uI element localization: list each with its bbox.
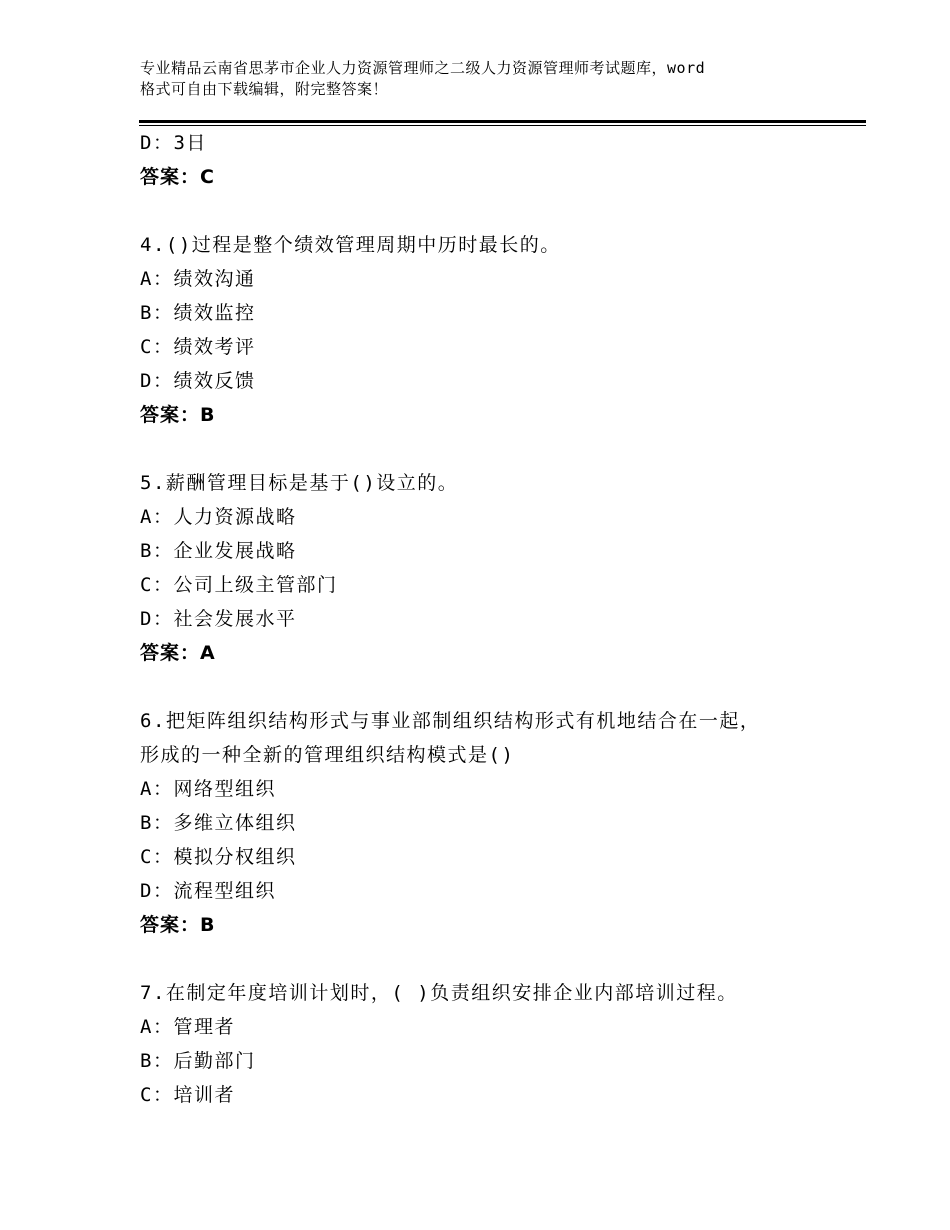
question-spacer (140, 942, 840, 976)
question-list (140, 126, 840, 1112)
question-block-6 (140, 704, 840, 942)
answer-line: 答案：A (140, 642, 216, 664)
answer-line: 答案：B (140, 914, 216, 936)
option-d: D：绩效反馈 (140, 370, 256, 392)
option-b: B：绩效监控 (140, 302, 256, 324)
option-b: B：多维立体组织 (140, 812, 297, 834)
question-block-7 (140, 976, 840, 1112)
option-d: D：社会发展水平 (140, 608, 297, 630)
option-c: C：培训者 (140, 1084, 235, 1106)
option-b: B：企业发展战略 (140, 540, 297, 562)
option-a: A：管理者 (140, 1016, 235, 1038)
option-c: C：绩效考评 (140, 336, 256, 358)
header-title-line-2: 格式可自由下载编辑，附完整答案！ (140, 80, 389, 98)
question-spacer (140, 670, 840, 704)
answer-line: 答案：B (140, 404, 216, 426)
question-stem: 7.在制定年度培训计划时，( )负责组织安排企业内部培训过程。 (140, 982, 738, 1004)
answer-line: 答案：C (140, 166, 215, 188)
question-block-4 (140, 228, 840, 432)
question-spacer (140, 432, 840, 466)
header-title-line-1: 专业精品云南省思茅市企业人力资源管理师之二级人力资源管理师考试题库，word (140, 59, 706, 77)
option-a: A：绩效沟通 (140, 268, 256, 290)
option-d: D：3日 (140, 132, 207, 154)
document-header (140, 58, 840, 100)
option-d: D：流程型组织 (140, 880, 276, 902)
question-block-5 (140, 466, 840, 670)
question-stem: 4.()过程是整个绩效管理周期中历时最长的。 (140, 234, 561, 256)
option-a: A：网络型组织 (140, 778, 276, 800)
option-b: B：后勤部门 (140, 1050, 256, 1072)
option-c: C：公司上级主管部门 (140, 574, 338, 596)
option-a: A：人力资源战略 (140, 506, 297, 528)
question-stem: 6.把矩阵组织结构形式与事业部制组织结构形式有机地结合在一起， (140, 710, 761, 732)
option-c: C：模拟分权组织 (140, 846, 297, 868)
header-divider-thick (139, 120, 866, 123)
question-stem-continuation: 形成的一种全新的管理组织结构模式是() (140, 744, 515, 766)
question-spacer (140, 194, 840, 228)
question-stem: 5.薪酬管理目标是基于()设立的。 (140, 472, 459, 494)
